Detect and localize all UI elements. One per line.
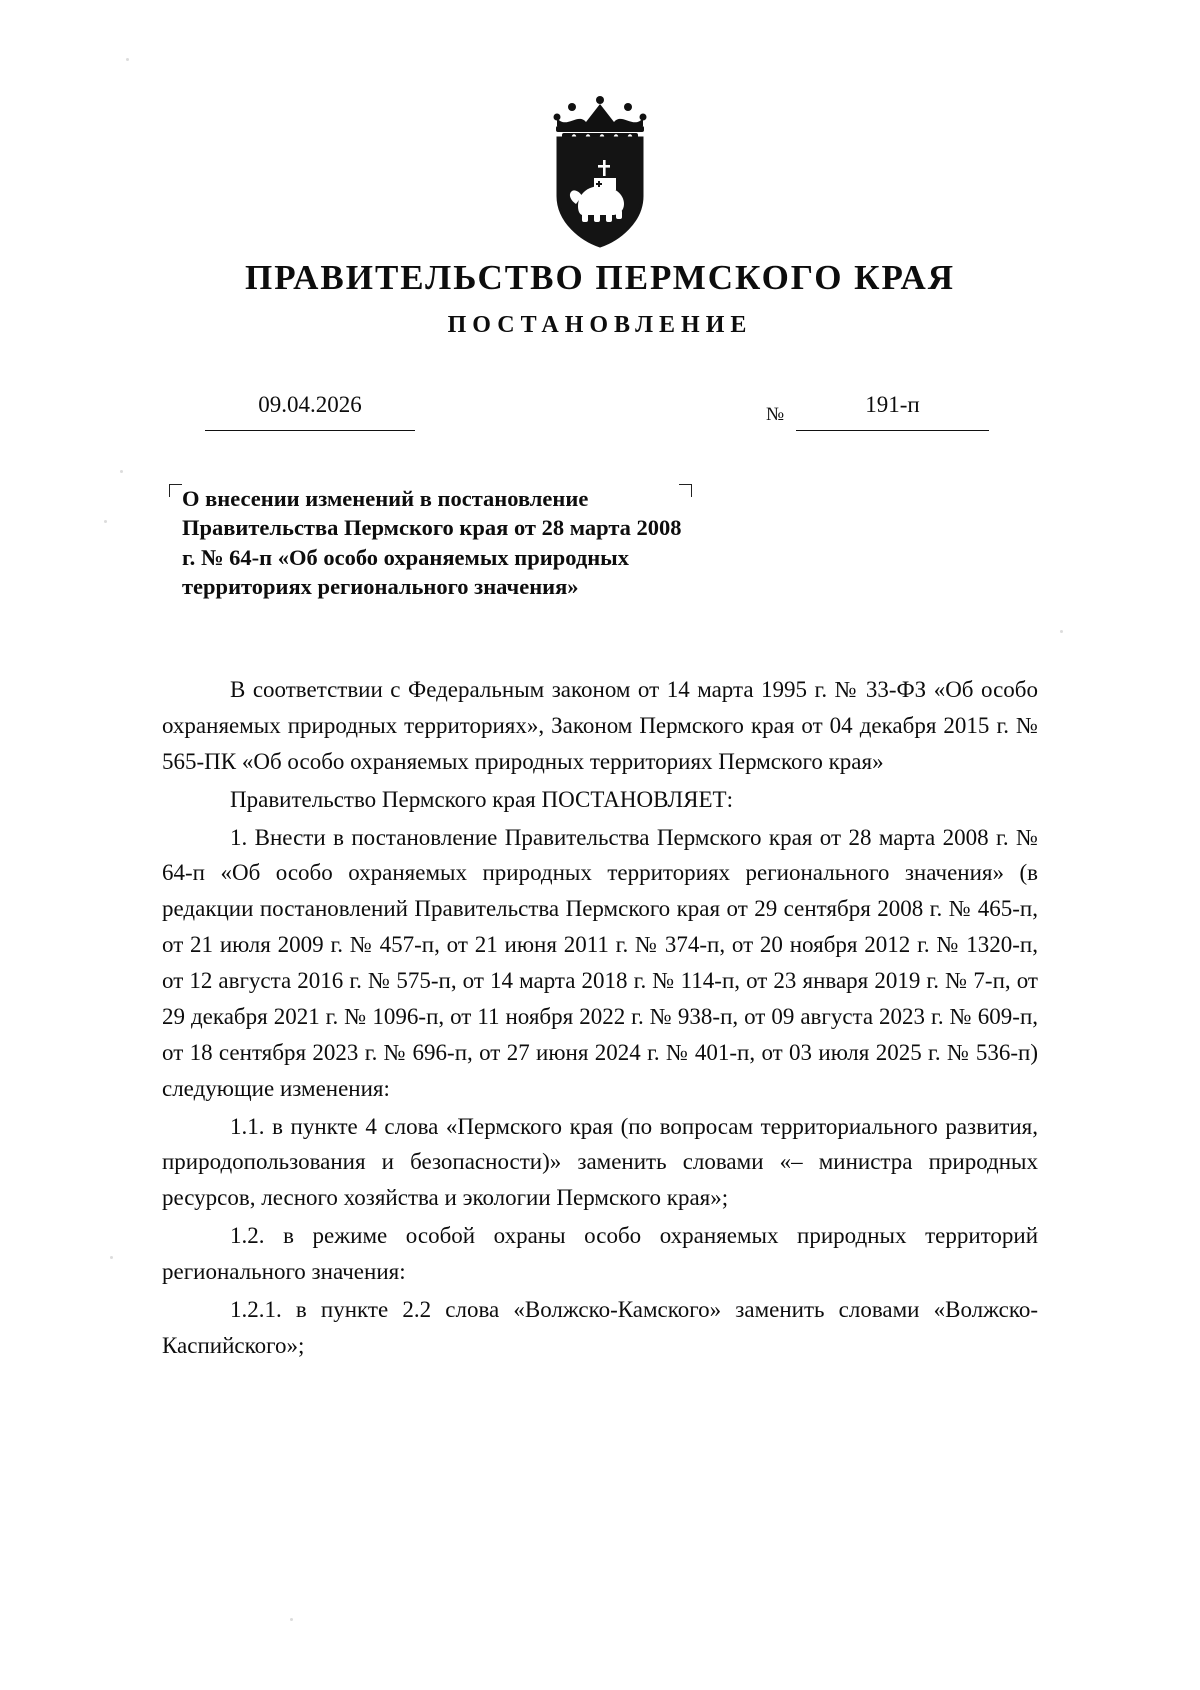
- paragraph-preamble: В соответствии с Федеральным законом от 14 марта 1995 г. № 33-ФЗ «Об особо охраняемых природных территориях», Законом Пермского края от 04 декабря 2015 г. № 565-ПК «Об особо охраняемых природных территориях Пермского края»: [162, 677, 1038, 774]
- document-subject-text: О внесении изменений в постановление Правительства Пермского края от 28 марта 2008 г. № 64-п «Об особо охраняемых природных территориях регионального значения»: [182, 486, 682, 599]
- perm-krai-coat-of-arms-icon: [546, 96, 654, 248]
- document-subject: [182, 484, 682, 601]
- paragraph-resolves: Правительство Пермского края ПОСТАНОВЛЯЕТ:: [230, 786, 733, 812]
- scan-speck: [290, 1618, 293, 1621]
- bracket-top-right-icon: [679, 484, 692, 497]
- government-title: ПРАВИТЕЛЬСТВО ПЕРМСКОГО КРАЯ: [244, 258, 955, 297]
- scan-speck: [126, 58, 129, 61]
- number-label: №: [766, 404, 785, 425]
- paragraph-item-1-1: 1.1. в пункте 4 слова «Пермского края (по вопросам территориального развития, природопользования и безопасности)» заменить словами «– министра природных ресурсов, лесного хозяйства и экологии Пермского края»;: [162, 1113, 1038, 1211]
- paragraph-item-1-2: 1.2. в режиме особой охраны особо охраняемых природных территорий регионального значения:: [162, 1223, 1038, 1284]
- document-number: 191-п: [796, 392, 989, 431]
- scan-speck: [1060, 630, 1063, 633]
- scan-speck: [110, 1256, 113, 1259]
- shield-with-bear-icon: [554, 134, 646, 250]
- paragraph-item-1: 1. Внести в постановление Правительства Пермского края от 28 марта 2008 г. № 64-п «Об особо охраняемых природных территориях регионального значения» (в редакции постановлений Правительства Пермского края от 29 сентября 2008 г. № 465-п, от 21 июля 2009 г. № 457-п, от 21 июня 2011 г. № 374-п, от 20 ноября 2012 г. № 1320-п, от 12 августа 2016 г. № 575-п, от 14 марта 2018 г. № 114-п, от 23 января 2019 г. № 7-п, от 29 декабря 2021 г. № 1096-п, от 11 ноября 2022 г. № 938-п, от 09 августа 2023 г. № 609-п, от 18 сентября 2023 г. № 696-п, от 27 июня 2024 г. № 401-п, от 03 июля 2025 г. № 536-п) следующие изменения:: [162, 824, 1038, 1101]
- emblem-container: [0, 96, 1200, 248]
- document-body: [162, 672, 1038, 1366]
- scan-speck: [104, 520, 107, 523]
- paragraph-item-1-2-1: 1.2.1. в пункте 2.2 слова «Волжско-Камского» заменить словами «Волжско-Каспийского»;: [162, 1296, 1038, 1358]
- document-date: 09.04.2026: [205, 392, 415, 431]
- bracket-top-left-icon: [169, 484, 182, 497]
- scan-speck: [120, 470, 123, 473]
- document-kind-title: ПОСТАНОВЛЕНИЕ: [447, 312, 753, 338]
